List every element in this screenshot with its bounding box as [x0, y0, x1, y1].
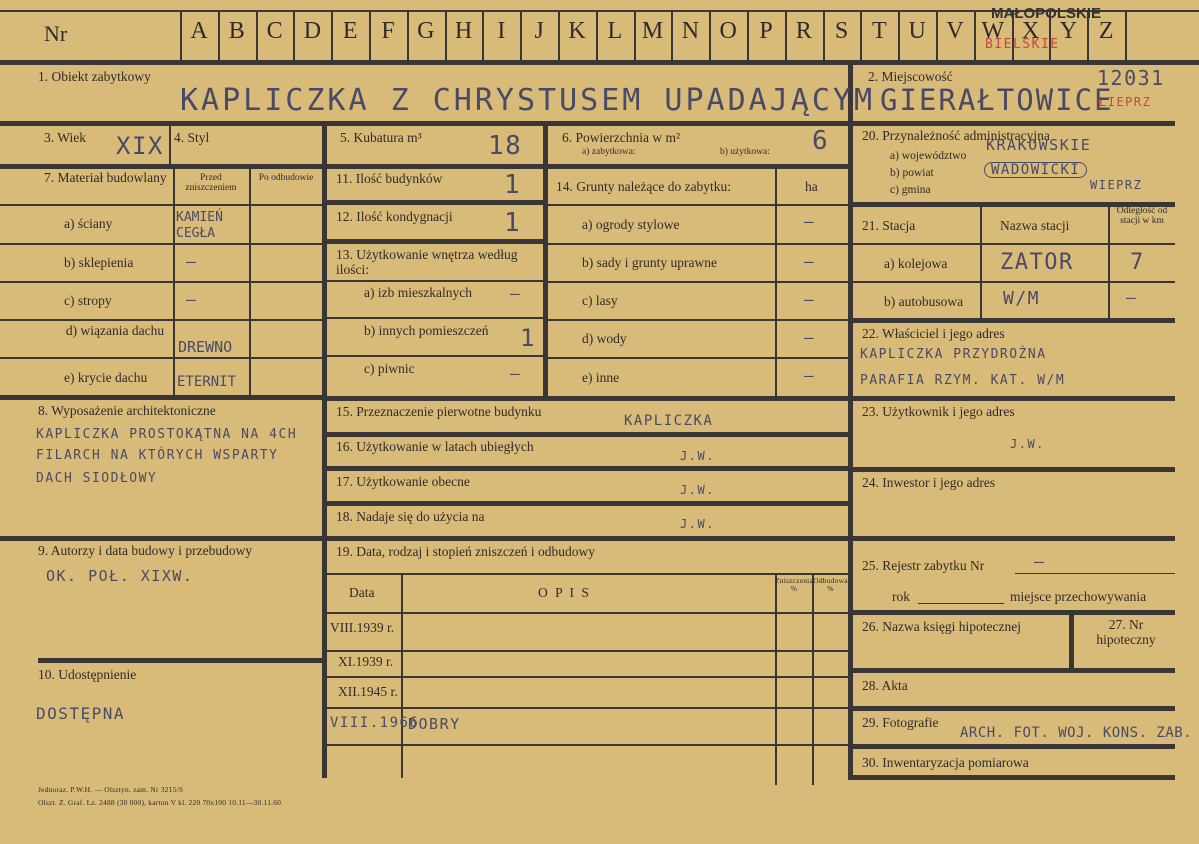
header-letter-v: V [946, 18, 964, 44]
value-equipment-line3: DACH SIODŁOWY [36, 471, 158, 486]
rule [853, 610, 1175, 615]
header-letter-l: L [607, 18, 623, 44]
label-style: 4. Styl [174, 130, 210, 145]
label-history-desc: O P I S [538, 585, 591, 600]
value-rail-station: ZATOR [1000, 250, 1074, 275]
label-roofing: e) krycie dachu [64, 370, 148, 385]
region-stamp: MAŁOPOLSKIE [991, 5, 1102, 22]
header-letter-k: K [568, 18, 586, 44]
rule [853, 536, 1175, 541]
rule [169, 126, 171, 164]
label-ceilings: c) stropy [64, 293, 112, 308]
header-letter-h: H [454, 18, 473, 44]
rule [548, 281, 848, 283]
label-history-date: Data [349, 585, 375, 600]
label-walls: a) ściany [64, 216, 113, 231]
label-register-place: miejsce przechowywania [1010, 589, 1147, 604]
value-register: — [1034, 552, 1046, 571]
label-equipment: 8. Wyposażenie architektoniczne [38, 403, 216, 418]
header-letter-divider [671, 10, 673, 62]
value-authors: OK. POŁ. XIXW. [46, 567, 194, 585]
header-letter-divider [407, 10, 409, 62]
header-letter-j: J [534, 18, 544, 44]
rule [853, 396, 1175, 401]
rule [0, 357, 322, 359]
rule [0, 121, 848, 126]
rule [327, 501, 848, 506]
value-walls: KAMIEŃ CEGŁA [176, 210, 223, 241]
history-row-date: XI.1939 r. [338, 654, 394, 669]
header-letter-w: W [981, 18, 1005, 44]
rule [327, 573, 848, 575]
label-station-distance: Odległość od stacji w km [1116, 206, 1168, 227]
value-photos: ARCH. FOT. WOJ. KONS. ZAB. [960, 725, 1193, 741]
header-letter-divider [520, 10, 522, 62]
header-letter-c: C [266, 18, 283, 44]
header-letter-y: Y [1059, 18, 1078, 44]
red-note: LIEPRZ [1099, 95, 1152, 109]
header-letter-divider [785, 10, 787, 62]
label-gardens: a) ogrody stylowe [582, 217, 680, 232]
rule [327, 744, 848, 746]
rule [327, 676, 848, 678]
value-commune: WIEPRZ [1090, 178, 1143, 192]
value-purpose: KAPLICZKA [624, 413, 714, 429]
header-letter-x: X [1021, 18, 1040, 44]
rule [853, 744, 1175, 749]
value-owner-line2: PARAFIA RZYM. KAT. W/M [860, 373, 1066, 388]
label-register-year: rok [892, 589, 910, 604]
label-waters: d) wody [582, 331, 627, 346]
label-photos: 29. Fotografie [862, 715, 939, 730]
label-roof-frame: d) wiązania dachu [65, 323, 165, 338]
header-letter-divider [936, 10, 938, 62]
rule [0, 164, 322, 169]
label-material-before: Przed zniszczeniem [185, 173, 237, 194]
print-note-line2: Olszt. Z. Graf. Lz. 2488 (30 000), karton V kl. 220 70x100 10.11—30.11.60 [38, 798, 282, 807]
label-voivodeship: a) województwo [890, 150, 967, 162]
value-owner-line1: KAPLICZKA PRZYDROŻNA [860, 347, 1047, 362]
rule [775, 575, 777, 785]
label-admin: 20. Przynależność administracyjna [862, 128, 1050, 143]
value-volume: 18 [488, 131, 523, 161]
label-other: e) inne [582, 370, 620, 385]
rule [327, 612, 848, 614]
value-storeys: 1 [504, 208, 522, 238]
header-letter-divider [256, 10, 258, 62]
header-letter-divider [558, 10, 560, 62]
value-fit-for: J.W. [680, 517, 715, 531]
label-owner: 22. Właściciel i jego adres [862, 326, 1005, 341]
label-vaults: b) sklepienia [64, 255, 134, 270]
value-roof-frame: DREWNO [178, 338, 233, 356]
label-commune: c) gmina [890, 184, 931, 196]
rule [853, 668, 1175, 673]
rule [327, 707, 848, 709]
value-roofing: ETERNIT [177, 374, 237, 390]
value-vaults: — [186, 252, 198, 271]
rule [1069, 612, 1074, 670]
label-use-past: 16. Użytkowanie w latach ubiegłych [336, 439, 534, 454]
register-dotted-line [1015, 573, 1175, 574]
label-area-used: b) użytkowa: [720, 147, 770, 157]
header-letter-t: T [872, 18, 887, 44]
label-grounds: 14. Grunty należące do zabytku: [556, 179, 732, 194]
rule [327, 280, 543, 282]
value-rooms-living: — [510, 284, 522, 303]
rule [327, 317, 543, 319]
label-object: 1. Obiekt zabytkowy [38, 69, 151, 84]
value-orchards: — [804, 252, 816, 271]
history-row-date: VIII.1939 r. [330, 620, 395, 635]
header-letter-divider [218, 10, 220, 62]
rule [0, 281, 322, 283]
rule [812, 575, 814, 785]
value-user: J.W. [1010, 437, 1045, 451]
header-letter-f: F [381, 18, 395, 44]
label-station-name: Nazwa stacji [1000, 218, 1070, 233]
header-letter-divider [331, 10, 333, 62]
label-files: 28. Akta [862, 678, 908, 693]
rule [327, 355, 543, 357]
rule [853, 318, 1175, 323]
value-gardens: — [804, 212, 816, 231]
value-use-past: J.W. [680, 449, 715, 463]
rule [548, 204, 848, 206]
value-locality: GIERAŁTOWICE [880, 83, 1114, 117]
header-letter-o: O [719, 18, 737, 44]
value-cellars: — [510, 364, 522, 383]
history-row-desc: DOBRY [408, 715, 461, 733]
value-rooms-other: 1 [520, 324, 536, 352]
label-investor: 24. Inwestor i jego adres [862, 475, 996, 490]
rule [0, 319, 322, 321]
value-equipment-line2: FILARCH NA KTÓRYCH WSPARTY [36, 448, 279, 463]
rule [853, 281, 1175, 283]
card-number: 12031 [1097, 66, 1165, 90]
label-mortgage-book: 26. Nazwa księgi hipotecznej [862, 619, 1021, 634]
label-storeys: 12. Ilość kondygnacji [336, 209, 453, 224]
value-rail-distance: 7 [1130, 250, 1145, 275]
label-survey: 30. Inwentaryzacja pomiarowa [862, 755, 1029, 770]
header-letter-m: M [641, 18, 664, 44]
header-letter-divider [1125, 10, 1127, 62]
header-letter-s: S [834, 18, 849, 44]
header-letter-divider [709, 10, 711, 62]
label-grounds-unit: ha [805, 179, 818, 194]
header-letter-g: G [417, 18, 435, 44]
label-buildings: 11. Ilość budynków [336, 171, 443, 186]
rule [327, 536, 848, 541]
header-letter-divider [634, 10, 636, 62]
header-letter-p: P [759, 18, 773, 44]
rule [327, 466, 848, 471]
label-authors: 9. Autorzy i data budowy i przebudowy [38, 543, 253, 558]
value-voivodeship: KRAKOWSKIE [986, 136, 1092, 154]
rule [853, 467, 1175, 472]
value-district: WADOWICKI [984, 162, 1087, 178]
header-letter-divider [974, 10, 976, 62]
label-century: 3. Wiek [44, 130, 86, 145]
history-row-date: VIII.1966 [330, 715, 420, 731]
header-letter-divider [823, 10, 825, 62]
value-century: XIX [116, 132, 164, 160]
rule [980, 204, 982, 318]
header-letter-b: B [228, 18, 245, 44]
value-forests: — [804, 290, 816, 309]
rule [327, 239, 543, 244]
value-waters: — [804, 328, 816, 347]
label-rooms-living: a) izb mieszkalnych [364, 285, 472, 300]
label-forests: c) lasy [582, 293, 618, 308]
rule [401, 575, 403, 778]
label-history-rebuilt: Odbudowa % [813, 576, 848, 594]
print-note-line1: Jednoraz. P.W.H. — Olsztyn, zam. Nr 3215/S [38, 785, 184, 794]
value-use-now: J.W. [680, 483, 715, 497]
rule [853, 775, 1175, 780]
label-history-destroyed: Zniszczenia % [774, 576, 813, 594]
value-ceilings: — [186, 290, 198, 309]
header-letter-divider [180, 10, 182, 62]
rule [327, 396, 848, 401]
value-bus-station: W/M [1003, 288, 1041, 309]
header-letter-r: R [795, 18, 812, 44]
header-letter-divider [445, 10, 447, 62]
header-letter-divider [369, 10, 371, 62]
header-letter-divider [596, 10, 598, 62]
rule [0, 395, 322, 400]
label-area: 6. Powierzchnia w m² [562, 130, 681, 145]
value-access: DOSTĘPNA [36, 704, 126, 723]
header-letter-z: Z [1098, 18, 1114, 44]
label-user: 23. Użytkownik i jego adres [862, 404, 1015, 419]
rule [548, 357, 848, 359]
header-letter-n: N [681, 18, 700, 44]
rule [853, 121, 1175, 126]
label-history: 19. Data, rodzaj i stopień zniszczeń i odbudowy [336, 544, 596, 559]
label-area-historic: a) zabytkowa: [582, 147, 636, 157]
label-orchards: b) sady i grunty uprawne [582, 255, 717, 270]
header-letter-d: D [303, 18, 322, 44]
rule [0, 243, 322, 245]
label-fit-for: 18. Nadaje się do użycia na [336, 509, 485, 524]
value-area-used: 6 [812, 126, 830, 156]
rule [853, 243, 1175, 245]
rule [548, 243, 848, 245]
rule [327, 200, 543, 205]
label-rail: a) kolejowa [884, 256, 948, 271]
label-volume: 5. Kubatura m³ [340, 130, 422, 145]
rule [327, 164, 848, 169]
red-region-stamp: BIELSKIE [985, 37, 1060, 52]
label-cellars: c) piwnic [364, 361, 415, 376]
header-letter-a: A [190, 18, 208, 44]
header-letter-divider [482, 10, 484, 62]
rule [38, 658, 322, 663]
value-object: KAPLICZKA Z CHRYSTUSEM UPADAJĄCYM [180, 83, 876, 118]
label-locality: 2. Miejscowość [868, 69, 953, 84]
label-access: 10. Udostępnienie [38, 667, 137, 682]
label-register: 25. Rejestr zabytku Nr [862, 558, 985, 573]
value-buildings: 1 [504, 170, 522, 200]
rule [327, 650, 848, 652]
rule [0, 536, 322, 541]
label-material: 7. Materiał budowlany [44, 170, 167, 185]
rule [853, 706, 1175, 711]
header-letter-u: U [908, 18, 926, 44]
rule [327, 432, 848, 437]
rule [543, 126, 548, 166]
header-letter-divider [860, 10, 862, 62]
header-letter-divider [898, 10, 900, 62]
header-nr-label: Nr [44, 21, 68, 46]
label-bus: b) autobusowa [884, 294, 964, 309]
header-letter-e: E [342, 18, 358, 44]
value-equipment-line1: KAPLICZKA PROSTOKĄTNA NA 4CH [36, 427, 298, 442]
label-material-after: Po odbudowie [258, 173, 314, 183]
label-mortgage-number: 27. Nr hipoteczny [1096, 617, 1156, 647]
label-station: 21. Stacja [862, 218, 916, 233]
header-letter-i: I [497, 18, 506, 44]
value-bus-distance: — [1126, 288, 1138, 307]
label-interior-use: 13. Użytkowanie wnętrza według ilości: [336, 247, 518, 277]
header-letter-divider [293, 10, 295, 62]
header-letter-divider [747, 10, 749, 62]
label-use-now: 17. Użytkowanie obecne [336, 474, 470, 489]
divider-main-left [322, 123, 327, 778]
label-district: b) powiat [890, 167, 934, 179]
label-rooms-other: b) innych pomieszczeń [364, 323, 489, 338]
rule [548, 319, 848, 321]
rule [0, 204, 322, 206]
history-row-date: XII.1945 r. [338, 684, 398, 699]
value-other: — [804, 366, 816, 385]
register-year-line [918, 603, 1004, 604]
label-purpose: 15. Przeznaczenie pierwotne budynku [336, 404, 542, 419]
